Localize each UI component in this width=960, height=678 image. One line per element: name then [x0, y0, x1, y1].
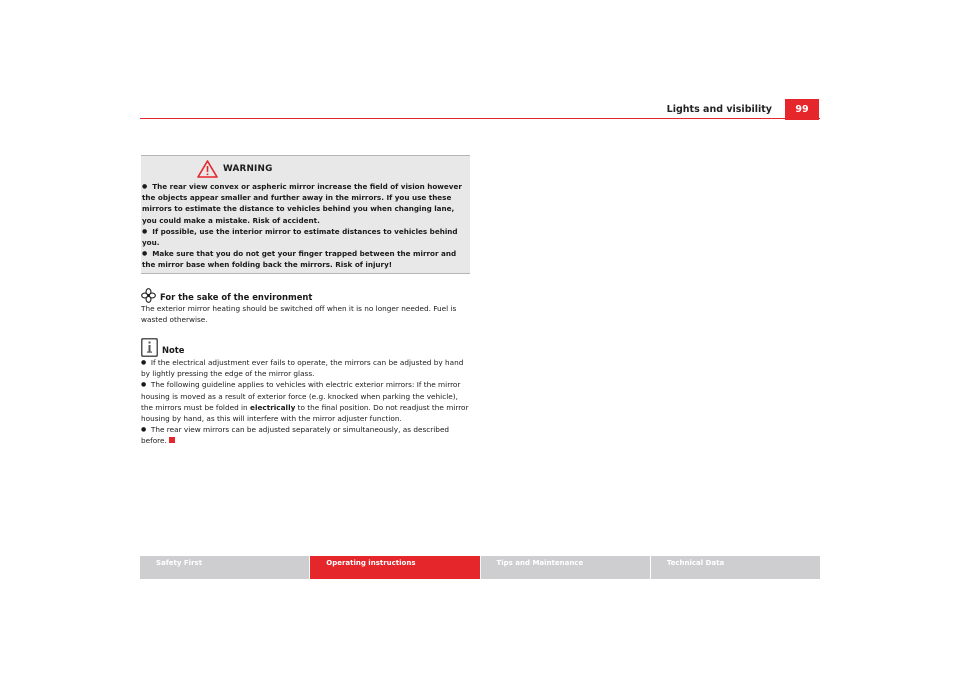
warning-item: ● The rear view convex or aspheric mirror increase the field of vision however the objects appear smaller and further away in the mirrors. If you use these mirrors to estimate the distance to vehicles behind you when changing lane, you could make a mistake. Risk of accident.	[142, 182, 462, 225]
note-info-icon	[141, 338, 158, 357]
note-item: ● The rear view mirrors can be adjusted separately or simultaneously, as described before.	[141, 425, 450, 446]
note-item: ● The following guideline applies to vehicles with electric exterior mirrors: If the mirror housing is moved as a result of exterior force (e.g. knocked when parking the vehicle), the mirrors must be folded in electrically to the final position. Do not readjust the mirror housing by hand, as this will interfere with the mirror adjuster function.	[141, 380, 469, 424]
footer-tab-operating-instructions[interactable]: Operating instructions	[310, 556, 479, 579]
page-number: 99	[785, 99, 819, 120]
page-header-title: Lights and visibility	[666, 104, 772, 115]
footer-tab-safety-first[interactable]: Safety First	[140, 556, 309, 579]
warning-box	[141, 155, 470, 274]
warning-body	[141, 181, 470, 271]
footer-tab-technical-data[interactable]: Technical Data	[651, 556, 820, 579]
warning-header	[141, 156, 470, 181]
environment-header	[141, 286, 471, 303]
environment-flower-icon	[141, 288, 156, 303]
emphasis-text: electrically	[250, 402, 296, 412]
environment-title: For the sake of the environment	[160, 291, 313, 302]
footer-tab-tips-and-maintenance[interactable]: Tips and Maintenance	[481, 556, 650, 579]
warning-title: WARNING	[223, 163, 273, 174]
warning-item: ● If possible, use the interior mirror to estimate distances to vehicles behind you.	[142, 226, 458, 248]
footer-nav	[140, 556, 820, 579]
warning-triangle-icon	[197, 160, 218, 178]
note-item: ● If the electrical adjustment ever fails to operate, the mirrors can be adjusted by hand by lightly pressing the edge of the mirror glass.	[141, 358, 464, 379]
environment-section	[141, 286, 471, 325]
note-header	[141, 334, 471, 357]
header-rule	[140, 118, 820, 119]
note-title: Note	[162, 344, 185, 355]
end-of-section-icon	[169, 437, 175, 443]
note-section	[141, 334, 471, 447]
environment-text: The exterior mirror heating should be switched off when it is no longer needed. Fuel is wasted otherwise.	[141, 304, 457, 325]
warning-item: ● Make sure that you do not get your finger trapped between the mirror and the mirror base when folding back the mirrors. Risk of injury!	[142, 249, 457, 270]
